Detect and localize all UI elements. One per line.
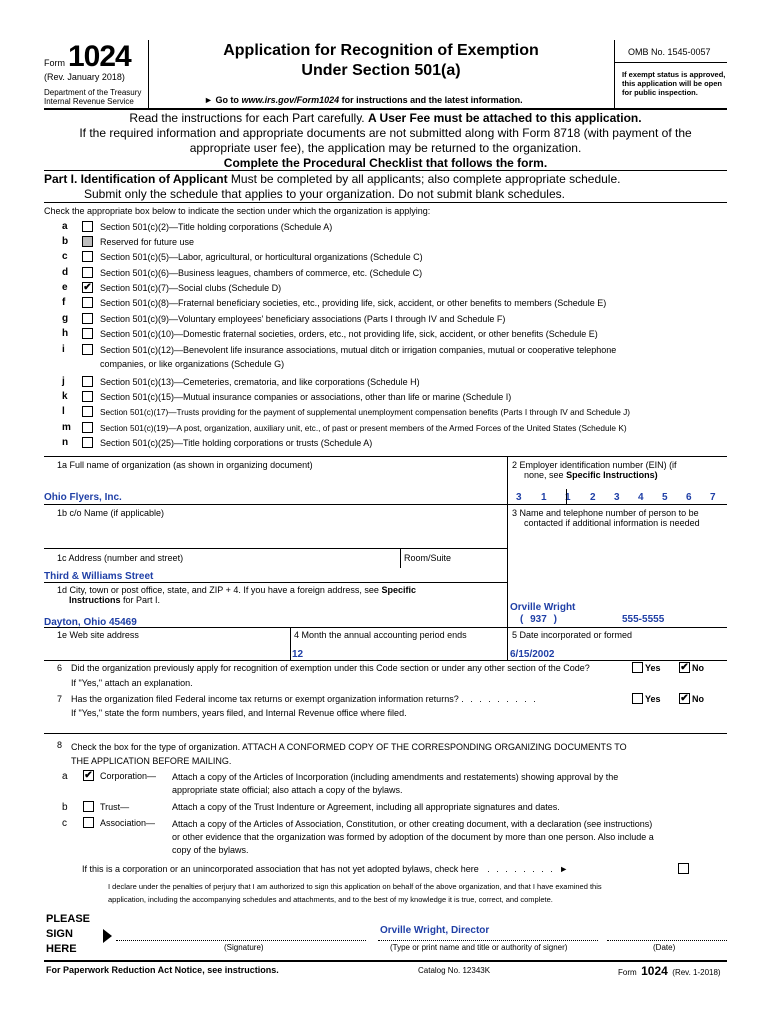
part1-title-line2: Submit only the schedule that applies to your organization. Do not submit blank schedules. <box>84 187 565 201</box>
q7-number: 7 <box>57 694 63 704</box>
section-checkbox-k[interactable] <box>82 391 93 402</box>
goto-line: ► Go to www.irs.gov/Form1024 for instructions and the latest information. <box>204 95 523 105</box>
option-letter: j <box>62 376 65 387</box>
section-checkbox-g[interactable] <box>82 313 93 324</box>
section-checkbox-c[interactable] <box>82 251 93 262</box>
option-i-continued: companies, or like organizations (Schedule G) <box>100 359 285 369</box>
q7-text: Has the organization filed Federal income tax returns or exempt organization information returns? . . . . . . . . . <box>71 694 538 704</box>
title-line-1: Application for Recognition of Exemption <box>223 42 539 59</box>
label-3: 3 Name and telephone number of person to be contacted if additional information is needed <box>512 508 700 528</box>
signature-line[interactable] <box>116 940 366 941</box>
corporation-label: Corporation— <box>100 771 157 781</box>
name-caption: (Type or print name and title or authority of signer) <box>390 943 568 952</box>
accounting-month-value[interactable]: 12 <box>292 649 304 660</box>
q8-b-letter: b <box>62 802 68 813</box>
please-sign-here: PLEASE SIGN HERE <box>46 913 91 955</box>
section-option-label: Section 501(c)(2)—Title holding corporations (Schedule A) <box>100 222 333 232</box>
section-checkbox-j[interactable] <box>82 376 93 387</box>
section-option-label: Section 501(c)(10)—Domestic fraternal societies, orders, etc., not providing life, sick, accident, or other benefits (Schedule E) <box>100 329 598 339</box>
form-word: Form <box>44 58 65 68</box>
corporation-checkbox[interactable]: ✔ <box>84 770 93 781</box>
section-checkbox-i[interactable] <box>82 344 93 355</box>
q6-no-label: No <box>692 663 704 673</box>
contact-name-value[interactable]: Orville Wright <box>510 602 576 613</box>
q8-number: 8 <box>57 740 63 750</box>
option-letter: e <box>62 282 68 293</box>
option-letter: a <box>62 221 68 232</box>
irs-link[interactable]: www.irs.gov/Form1024 <box>241 95 340 105</box>
arrow-right-icon: ► <box>204 95 213 105</box>
section-checkbox-e[interactable]: ✔ <box>83 282 92 293</box>
section-option-label: Section 501(c)(17)—Trusts providing for the payment of supplemental unemployment compensation benefits (Parts I through IV and Schedule J) <box>100 407 631 417</box>
address-value[interactable]: Third & Williams Street <box>44 571 154 582</box>
signature-caption: (Signature) <box>224 943 264 952</box>
org-name-value[interactable]: Ohio Flyers, Inc. <box>44 492 122 503</box>
label-1c: 1c Address (number and street) <box>57 553 184 563</box>
ein-digit: 7 <box>710 492 716 503</box>
section-option-label: Section 501(c)(7)—Social clubs (Schedule D) <box>100 283 282 293</box>
section-option-label: Section 501(c)(19)—A post, organization, auxiliary unit, etc., of past or present members of the Armed Forces of the United States (Schedule K) <box>100 423 627 433</box>
omb-number: OMB No. 1545-0057 <box>628 47 711 57</box>
date-formed-value[interactable]: 6/15/2002 <box>510 649 555 660</box>
omb-box <box>614 40 727 108</box>
ein-digit: 4 <box>638 492 644 503</box>
option-letter: d <box>62 267 69 278</box>
q7-yes-checkbox[interactable] <box>632 693 643 704</box>
section-option-label: Section 501(c)(9)—Voluntary employees' beneficiary associations (Parts I through IV and Schedule F) <box>100 314 506 324</box>
option-letter: c <box>62 251 68 262</box>
q7-no-checkbox[interactable]: ✔ <box>680 693 689 704</box>
trust-checkbox[interactable] <box>83 801 94 812</box>
part1-title: Part I. Identification of Applicant Must be completed by all applicants; also complete appropriate schedule. <box>44 172 621 186</box>
section-checkbox-m[interactable] <box>82 422 93 433</box>
section-checkbox-d[interactable] <box>82 267 93 278</box>
association-text: Attach a copy of the Articles of Association, Constitution, or other creating document, with a declaration (see instructions) or other evidence that the organization was formed by adoption of the document by more than one person. Also include a copy of the bylaws. <box>172 819 654 855</box>
section-option-label: Section 501(c)(25)—Title holding corporations or trusts (Schedule A) <box>100 438 373 448</box>
signer-name-value[interactable]: Orville Wright, Director <box>380 925 490 936</box>
label-4: 4 Month the annual accounting period ends <box>294 630 467 640</box>
title-line-2: Under Section 501(a) <box>301 62 461 79</box>
association-checkbox[interactable] <box>83 817 94 828</box>
section-option-label: Section 501(c)(5)—Labor, agricultural, or horticultural organizations (Schedule C) <box>100 252 423 262</box>
bylaws-checkbox[interactable] <box>678 863 689 874</box>
option-letter: l <box>62 406 65 417</box>
section-option-label: Section 501(c)(15)—Mutual insurance companies or associations, other than life or marine (Schedule I) <box>100 392 512 402</box>
dept-line-2: Internal Revenue Service <box>44 97 134 106</box>
section-checkbox-h[interactable] <box>82 328 93 339</box>
label-2: 2 Employer identification number (EIN) (if none, see Specific Instructions) <box>512 460 677 480</box>
option-letter: g <box>62 313 69 324</box>
q6-yes-label: Yes <box>645 663 661 673</box>
option-letter: b <box>62 236 69 247</box>
option-letter: h <box>62 328 69 339</box>
city-value[interactable]: Dayton, Ohio 45469 <box>44 617 137 628</box>
label-1a: 1a Full name of organization (as shown in organizing document) <box>57 460 313 470</box>
section-checkbox-l[interactable] <box>82 406 93 417</box>
section-checkbox-n[interactable] <box>82 437 93 448</box>
form-title <box>148 42 614 80</box>
q6-sub: If "Yes," attach an explanation. <box>71 678 193 688</box>
label-1d: 1d City, town or post office, state, and ZIP + 4. If you have a foreign address, see Specific Instructions for Part I. <box>57 585 416 605</box>
label-1b: 1b c/o Name (if applicable) <box>57 508 165 518</box>
ein-digit: 1 <box>541 492 547 503</box>
ein-digit: 2 <box>590 492 596 503</box>
section-checkbox-b[interactable] <box>82 236 93 247</box>
phone-value[interactable]: ( 937 ) 555-5555 <box>520 614 665 625</box>
intro: Read the instructions for each Part carefully. A User Fee must be attached to this application. If the required information and appropriate documents are not submitted along with Form 8718 (with payment of the appropriate user fee), the application may be returned to the organization. Complete the Procedural Checklist that follows the form. <box>79 111 692 170</box>
footer-form: Form 1024 (Rev. 1-2018) <box>618 964 721 978</box>
q8-c-letter: c <box>62 818 67 829</box>
ein-digit: 5 <box>662 492 668 503</box>
q6-no-checkbox[interactable]: ✔ <box>680 662 689 673</box>
label-1e: 1e Web site address <box>57 630 139 640</box>
ein-digit: 3 <box>516 492 522 503</box>
bylaws-text: If this is a corporation or an unincorporated association that has not yet adopted bylaws, check here . . . . . . . . ► <box>82 864 571 874</box>
check-instruction: Check the appropriate box below to indicate the section under which the organization is applying: <box>44 206 431 216</box>
declaration: I declare under the penalties of perjury that I am authorized to sign this application on behalf of the above organization, and that I have examined this application, including the accompanying schedules and attachments, and to the best of my knowledge it is true, correct, and complete. <box>108 882 602 904</box>
option-letter: k <box>62 391 68 402</box>
label-5: 5 Date incorporated or formed <box>512 630 633 640</box>
option-letter: m <box>62 422 71 433</box>
section-option-label: Reserved for future use <box>100 237 195 247</box>
ein-digit: 6 <box>686 492 692 503</box>
date-caption: (Date) <box>653 943 676 952</box>
section-option-label: Section 501(c)(12)—Benevolent life insurance associations, mutual ditch or irrigation companies, mutual or cooperative telephone <box>100 345 617 355</box>
catalog-number: Catalog No. 12343K <box>418 966 491 975</box>
q6-text: Did the organization previously apply for recognition of exemption under this Code section or under any other section of the Code? <box>71 663 590 673</box>
omb-note: If exempt status is approved, this application will be open for public inspection. <box>622 70 726 97</box>
corporation-text: Attach a copy of the Articles of Incorporation (including amendments and restatements) showing approval by the appropriate state official; also attach a copy of the bylaws. <box>172 772 619 795</box>
q6-yes-checkbox[interactable] <box>632 662 643 673</box>
ein-digit: 1 <box>565 492 571 503</box>
section-checkbox-a[interactable] <box>82 221 93 232</box>
q7-no-label: No <box>692 694 704 704</box>
section-option-label: Section 501(c)(8)—Fraternal beneficiary societies, etc., providing life, sick, accident, or other benefits to members (Schedule E) <box>100 298 607 308</box>
label-room: Room/Suite <box>404 553 452 563</box>
trust-label: Trust— <box>100 802 130 812</box>
section-option-label: Section 501(c)(6)—Business leagues, chambers of commerce, etc. (Schedule C) <box>100 268 423 278</box>
section-checkbox-f[interactable] <box>82 297 93 308</box>
name-line <box>378 940 598 941</box>
association-label: Association— <box>100 818 156 828</box>
q8-a-letter: a <box>62 771 68 782</box>
form-number: 1024 <box>68 40 131 73</box>
q6-number: 6 <box>57 663 63 673</box>
date-line[interactable] <box>607 940 727 941</box>
dept-line-1: Department of the Treasury <box>44 88 142 97</box>
option-letter: i <box>62 344 65 355</box>
ein-digit: 3 <box>614 492 620 503</box>
q7-sub: If "Yes," state the form numbers, years filed, and Internal Revenue office where filed. <box>71 708 407 718</box>
paperwork-notice: For Paperwork Reduction Act Notice, see instructions. <box>46 965 279 975</box>
form-revision: (Rev. January 2018) <box>44 72 125 82</box>
q8-text: Check the box for the type of organization. ATTACH A CONFORMED COPY OF THE CORRESPONDING ORGANIZING DOCUMENTS TO THE APPLICATION BEFORE MAILING. <box>71 742 627 766</box>
option-letter: n <box>62 437 69 448</box>
sign-arrow-icon <box>103 929 112 943</box>
section-option-label: Section 501(c)(13)—Cemeteries, crematoria, and like corporations (Schedule H) <box>100 377 420 387</box>
q7-yes-label: Yes <box>645 694 661 704</box>
trust-text: Attach a copy of the Trust Indenture or Agreement, including all appropriate signatures and dates. <box>172 802 560 812</box>
option-letter: f <box>62 297 66 308</box>
